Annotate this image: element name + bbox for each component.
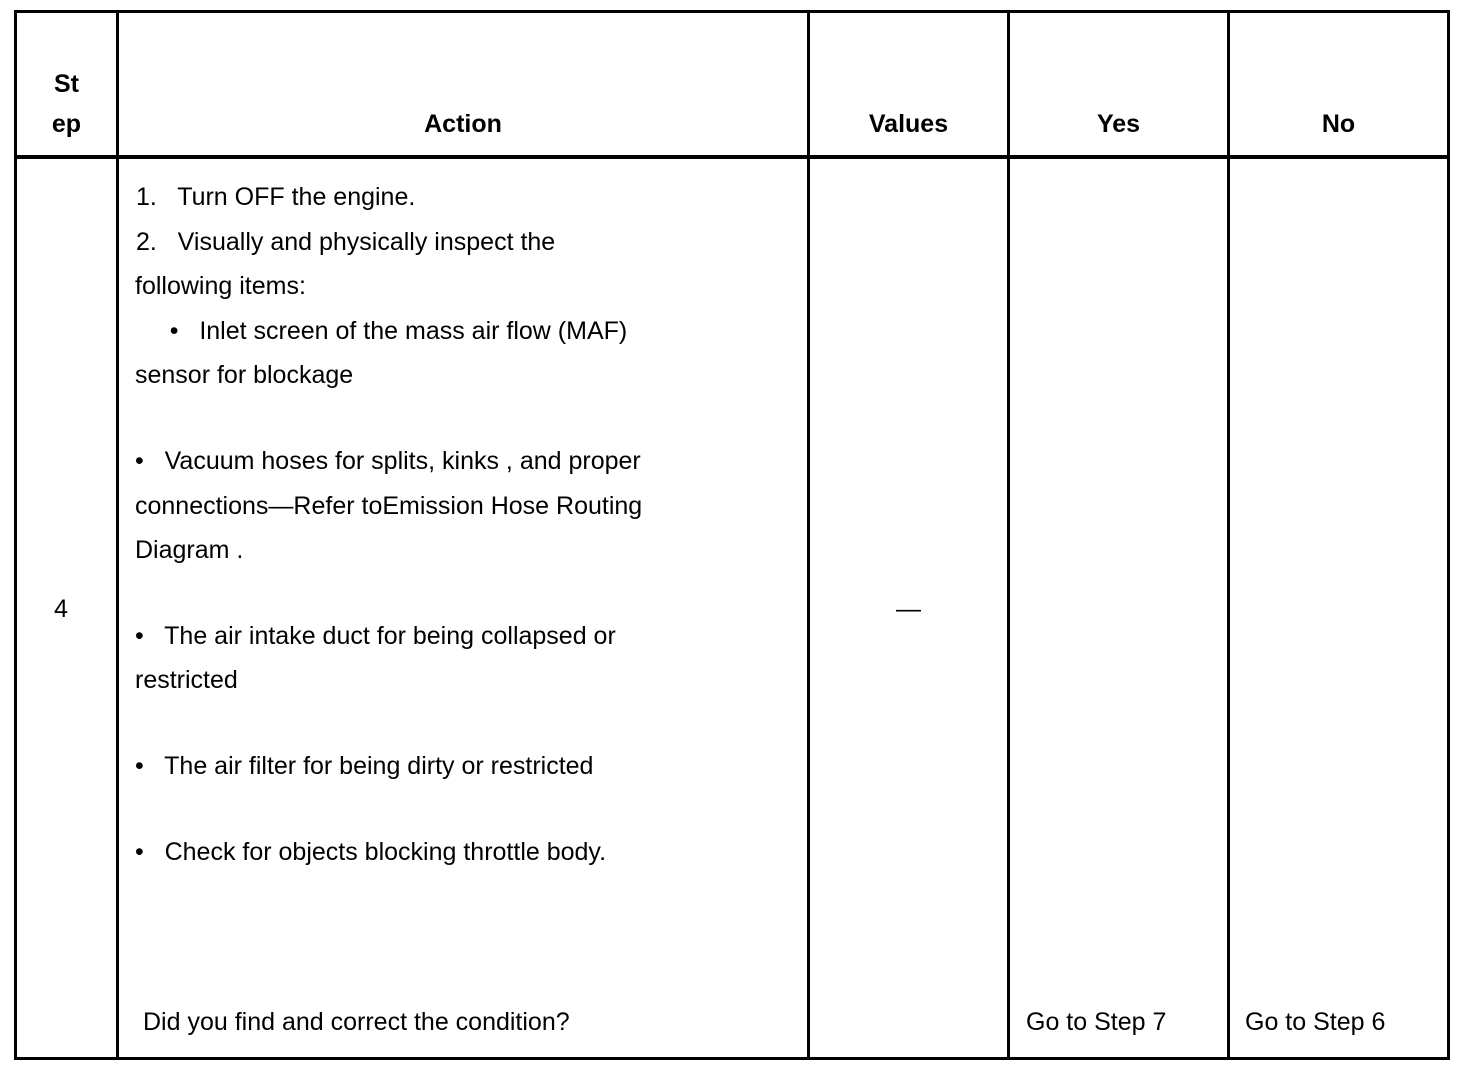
action-line: sensor for blockage bbox=[135, 361, 354, 389]
yes-cell: Go to Step 7 bbox=[1026, 1008, 1167, 1036]
action-line: 1. Turn OFF the engine. bbox=[136, 183, 416, 211]
column-divider-values bbox=[1007, 10, 1010, 1060]
header-step-line1: St bbox=[54, 70, 79, 98]
header-no: No bbox=[1321, 110, 1356, 138]
column-divider-step bbox=[116, 10, 119, 1060]
values-cell: — bbox=[896, 595, 921, 623]
action-line: • Check for objects blocking throttle body. bbox=[135, 838, 607, 866]
table-border-right bbox=[1447, 10, 1450, 1060]
action-line: Diagram . bbox=[135, 536, 244, 564]
diagnostic-table bbox=[14, 10, 1450, 1060]
action-line: • The air intake duct for being collapsed or bbox=[135, 622, 616, 650]
action-question: Did you find and correct the condition? bbox=[143, 1008, 570, 1036]
action-line: • The air filter for being dirty or restricted bbox=[135, 752, 594, 780]
table-border-bottom bbox=[14, 1057, 1450, 1060]
action-line: 2. Visually and physically inspect the bbox=[136, 228, 556, 256]
table-border-top bbox=[14, 10, 1450, 13]
header-values: Values bbox=[868, 110, 949, 138]
header-action: Action bbox=[424, 110, 502, 138]
header-divider bbox=[14, 155, 1450, 159]
action-line: connections—Refer toEmission Hose Routing bbox=[135, 492, 643, 520]
header-step bbox=[17, 64, 116, 144]
header-step-line2: ep bbox=[51, 110, 82, 138]
step-number: 4 bbox=[54, 595, 68, 623]
column-divider-yes bbox=[1227, 10, 1230, 1060]
action-line: restricted bbox=[135, 666, 238, 694]
no-cell: Go to Step 6 bbox=[1245, 1008, 1386, 1036]
column-divider-action bbox=[807, 10, 810, 1060]
action-line: • Vacuum hoses for splits, kinks , and proper bbox=[135, 447, 641, 475]
table-border-left bbox=[14, 10, 17, 1060]
action-line: following items: bbox=[135, 272, 306, 300]
header-yes: Yes bbox=[1096, 110, 1141, 138]
action-line: • Inlet screen of the mass air flow (MAF) bbox=[135, 317, 628, 345]
